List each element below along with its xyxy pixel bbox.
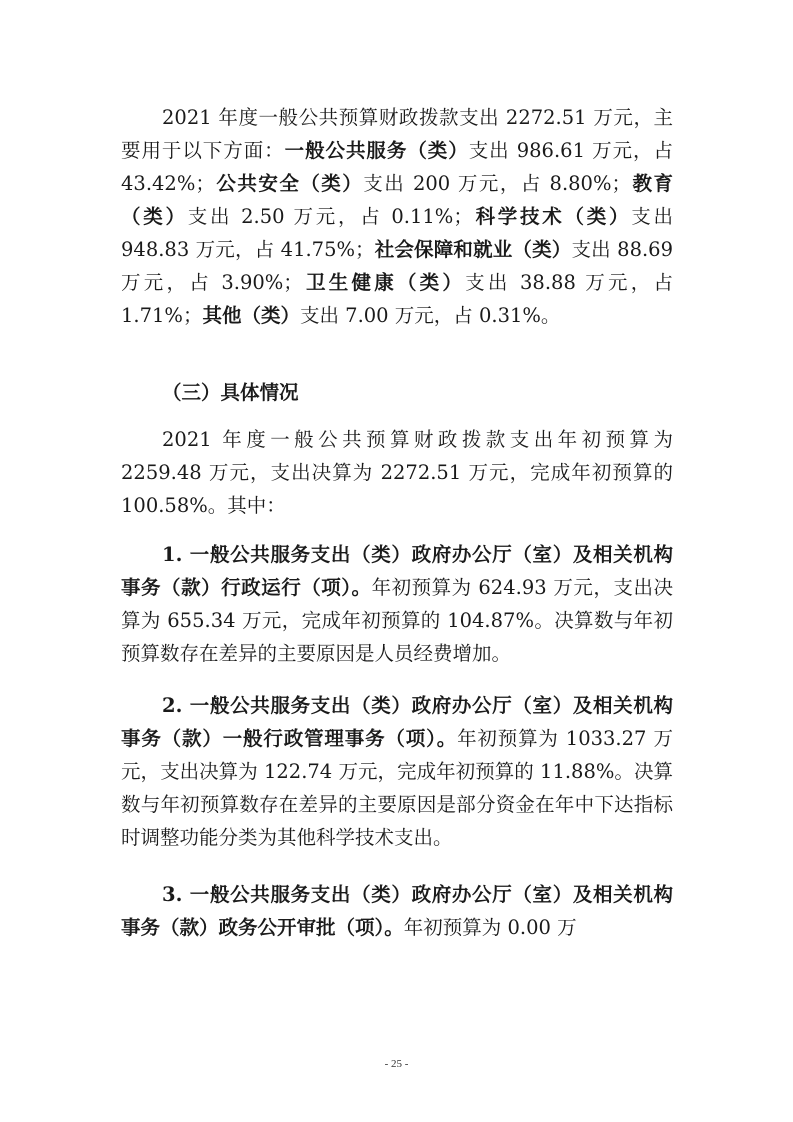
summary-text-3: 支出 200 万元，占 8.80%；: [363, 172, 631, 195]
item-2-title: 2. 一般公共服务支出（类）政府办公厅（室）及相关机构事务（款）一般行政管理事务（项）。: [121, 694, 673, 750]
summary-text-7: 支出 38.88 万元，占 1.71%；: [121, 271, 673, 327]
item-1-paragraph: [121, 538, 673, 670]
summary-text-1: 2021 年度一般公共预算财政拨款支出 2272.51 万元，主要用于以下方面：: [121, 106, 673, 162]
summary-text-2: 支出 986.61 万元，占 43.42%；: [121, 139, 673, 195]
category-education: 教育（类）: [121, 172, 673, 228]
summary-paragraph: [121, 101, 673, 332]
category-public-security: 公共安全（类）: [214, 172, 364, 195]
item-1-body: 年初预算为 624.93 万元，支出决算为 655.34 万元，完成年初预算的 104.87%。决算数与年初预算数存在差异的主要原因是人员经费增加。: [121, 576, 673, 665]
item-2-paragraph: [121, 689, 673, 854]
category-health: 卫生健康（类）: [302, 271, 466, 294]
page-number: - 25 -: [384, 1058, 409, 1070]
item-3-title: 3. 一般公共服务支出（类）政府办公厅（室）及相关机构事务（款）政务公开审批（项）。: [121, 883, 673, 939]
summary-text-8: 支出 7.00 万元，占 0.31%。: [299, 304, 561, 327]
category-other: 其他（类）: [202, 304, 300, 327]
summary-text-6: 支出 88.69 万元，占 3.90%；: [121, 238, 673, 294]
summary-text-5: 支出 948.83 万元，占 41.75%；: [121, 205, 673, 261]
section-heading: （三）具体情况: [162, 381, 299, 404]
detail-intro-paragraph: [121, 423, 673, 522]
detail-intro: 2021 年度一般公共预算财政拨款支出年初预算为 2259.48 万元，支出决算为 2272.51 万元，完成年初预算的 100.58%。其中：: [121, 428, 673, 517]
category-general-public-services: 一般公共服务（类）: [284, 139, 469, 162]
item-2-body: 年初预算为 1033.27 万元，支出决算为 122.74 万元，完成年初预算的 11.88%。决算数与年初预算数存在差异的主要原因是部分资金在年中下达指标时调整功能分类为其他科学技术支出。: [121, 727, 673, 849]
item-3-paragraph: [121, 878, 673, 944]
summary-text-4: 支出 2.50 万元，占 0.11%；: [187, 205, 473, 228]
category-social-security: 社会保障和就业（类）: [374, 238, 572, 261]
item-3-body: 年初预算为 0.00 万: [403, 916, 577, 939]
category-science-technology: 科学技术（类）: [472, 205, 632, 228]
item-1-title: 1. 一般公共服务支出（类）政府办公厅（室）及相关机构事务（款）行政运行（项）。: [121, 543, 673, 599]
